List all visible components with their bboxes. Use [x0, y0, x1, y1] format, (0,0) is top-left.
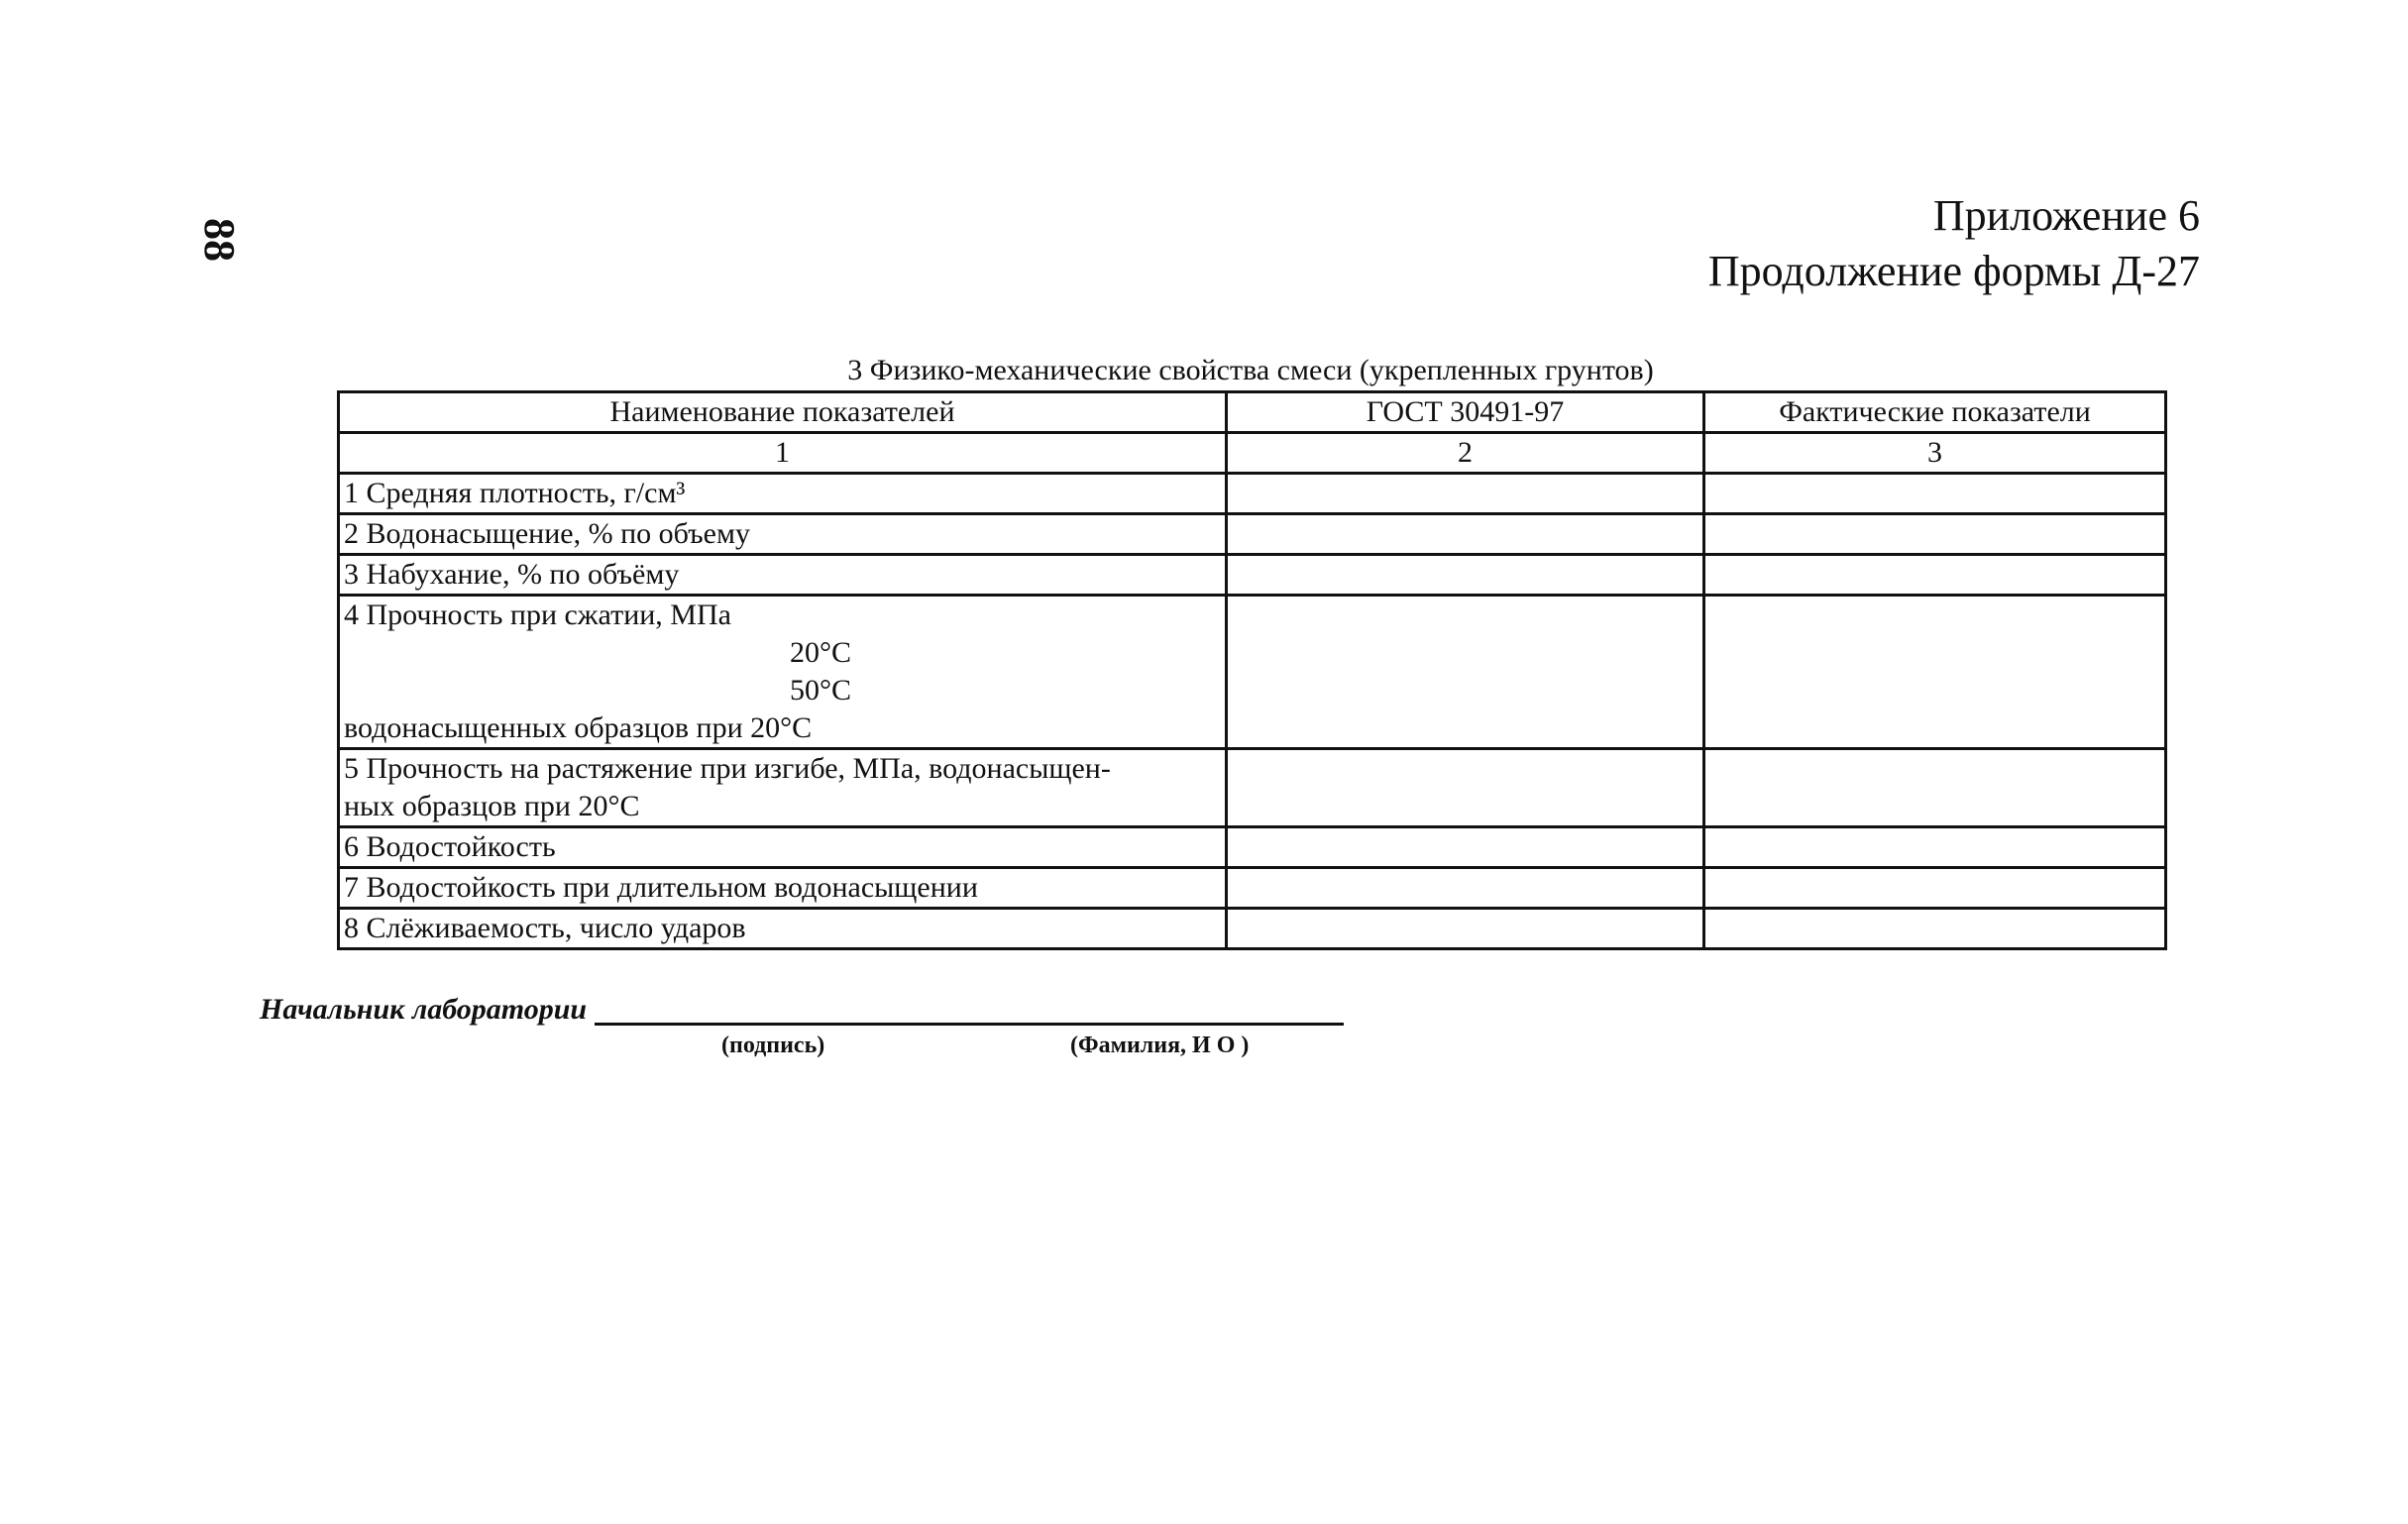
page-number: 88: [195, 218, 244, 262]
row-4-gost-cell: [1227, 596, 1704, 749]
row-7-name: 7 Водостойкость при длительном водонасыщении: [339, 868, 1227, 909]
row-2-name: 2 Водонасыщение, % по объему: [339, 514, 1227, 555]
row-4-line-2: 20°С: [790, 636, 852, 669]
row-5-line-2: ных образцов при 20°С: [344, 790, 640, 822]
table-header-row: [339, 392, 2166, 433]
table-row: [339, 749, 2166, 827]
row-7-gost-cell: [1227, 868, 1704, 909]
row-1-name: 1 Средняя плотность, г/см³: [339, 474, 1227, 514]
row-3-name: 3 Набухание, % по объёму: [339, 555, 1227, 596]
table-row: [339, 868, 2166, 909]
form-continuation-title: Продолжение формы Д-27: [1707, 247, 2200, 295]
row-5-name: [339, 749, 1227, 827]
row-4-name: [339, 596, 1227, 749]
row-8-actual-cell: [1704, 909, 2166, 949]
row-4-line-4: водонасыщенных образцов при 20°С: [344, 711, 813, 744]
table-row: [339, 596, 2166, 749]
row-1-actual-cell: [1704, 474, 2166, 514]
properties-table: [337, 390, 2167, 950]
signature-rule: [595, 1023, 1344, 1026]
table-row: [339, 555, 2166, 596]
column-number-3: 3: [1704, 433, 2166, 474]
table-row: [339, 474, 2166, 514]
column-number-row: [339, 433, 2166, 474]
signature-caption: (подпись): [721, 1033, 825, 1058]
name-caption: (Фамилия, И О ): [1070, 1033, 1250, 1058]
row-6-name: 6 Водостойкость: [339, 827, 1227, 868]
row-4-actual-cell: [1704, 596, 2166, 749]
table-row: [339, 827, 2166, 868]
row-6-actual-cell: [1704, 827, 2166, 868]
row-2-gost-cell: [1227, 514, 1704, 555]
signature-label: Начальник лаборатории: [260, 993, 588, 1026]
table-row: [339, 514, 2166, 555]
header-gost: ГОСТ 30491-97: [1227, 392, 1704, 433]
row-5-actual-cell: [1704, 749, 2166, 827]
row-7-actual-cell: [1704, 868, 2166, 909]
row-6-gost-cell: [1227, 827, 1704, 868]
appendix-title: Приложение 6: [1932, 191, 2200, 240]
column-number-1: 1: [339, 433, 1227, 474]
row-3-actual-cell: [1704, 555, 2166, 596]
header-actual: Фактические показатели: [1704, 392, 2166, 433]
row-1-gost-cell: [1227, 474, 1704, 514]
row-4-line-1: 4 Прочность при сжатии, МПа: [344, 599, 731, 631]
row-8-gost-cell: [1227, 909, 1704, 949]
row-5-line-1: 5 Прочность на растяжение при изгибе, МПа, водонасыщен-: [344, 752, 1111, 785]
table-row: [339, 909, 2166, 949]
row-5-gost-cell: [1227, 749, 1704, 827]
row-4-line-3: 50°С: [790, 674, 852, 707]
row-3-gost-cell: [1227, 555, 1704, 596]
row-2-actual-cell: [1704, 514, 2166, 555]
header-indicator-name: Наименование показателей: [339, 392, 1227, 433]
section-title: 3 Физико-механические свойства смеси (укрепленных грунтов): [847, 354, 1654, 386]
row-8-name: 8 Слёживаемость, число ударов: [339, 909, 1227, 949]
column-number-2: 2: [1227, 433, 1704, 474]
